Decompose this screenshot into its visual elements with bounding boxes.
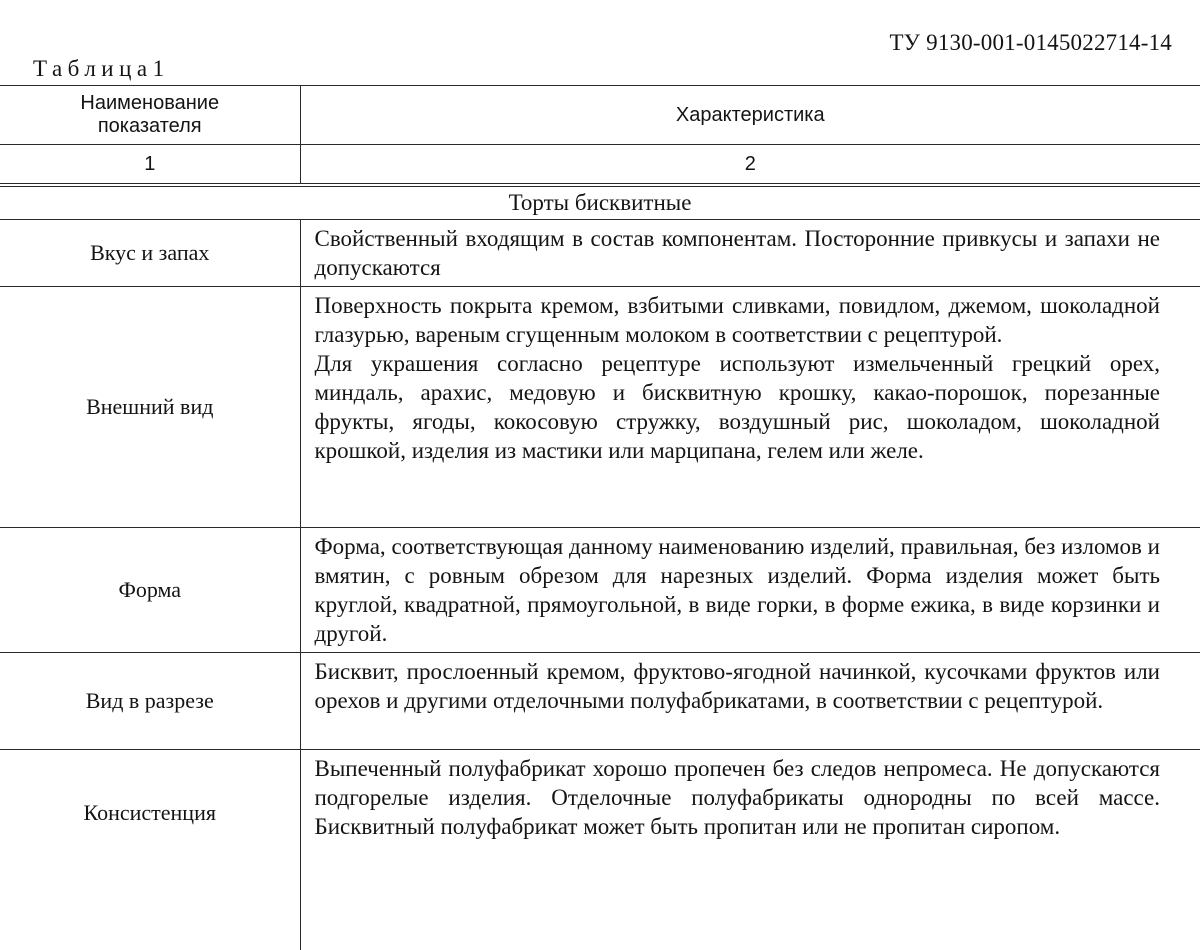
column-header-characteristic: Характеристика (300, 86, 1200, 145)
section-title: Торты бисквитные (0, 185, 1200, 220)
table-row (0, 287, 1200, 528)
column-header-indicator: Наименование показателя (0, 86, 300, 145)
table-row (0, 653, 1200, 750)
section-row (0, 185, 1200, 220)
table-row (0, 528, 1200, 653)
characteristic-paragraph: Свойственный входящим в состав компонентам. Посторонние привкусы и запахи не допускаются (315, 224, 1161, 282)
specification-table (0, 85, 1200, 950)
characteristic-paragraph: Форма, соответствующая данному наименованию изделий, правильная, без изломов и вмятин, с ровным обрезом для нарезных изделий. Форма изделия может быть круглой, квадратной, прямоугольной, в виде горки, в форме ежика, в виде корзинки и другой. (315, 532, 1161, 648)
table-header-row (0, 86, 1200, 145)
indicator-name: Внешний вид (0, 287, 300, 528)
indicator-name: Консистенция (0, 750, 300, 950)
indicator-name: Форма (0, 528, 300, 653)
table-caption: Таблица1 (33, 56, 170, 82)
column-number-row (0, 145, 1200, 186)
indicator-characteristic (300, 287, 1200, 528)
column-number-2: 2 (300, 145, 1200, 186)
characteristic-paragraph: Для украшения согласно рецептуре используют измельченный грецкий орех, миндаль, арахис, медовую и бисквитную крошку, какао-порошок, порезанные фрукты, ягоды, кокосовую стружку, воздушный рис, шоколадом, шоколадной крошкой, изделия из мастики или марципана, гелем или желе. (315, 349, 1161, 465)
column-number-1: 1 (0, 145, 300, 186)
characteristic-paragraph: Поверхность покрыта кремом, взбитыми сливками, повидлом, джемом, шоколадной глазурью, вареным сгущенным молоком в соответствии с рецептурой. (315, 291, 1161, 349)
indicator-characteristic (300, 653, 1200, 750)
table-row (0, 220, 1200, 287)
indicator-characteristic (300, 220, 1200, 287)
characteristic-paragraph: Выпеченный полуфабрикат хорошо пропечен без следов непромеса. Не допускаются подгорелые изделия. Отделочные полуфабрикаты однородны по всей массе. Бисквитный полуфабрикат может быть пропитан или не пропитан сиропом. (315, 754, 1161, 841)
indicator-name: Вид в разрезе (0, 653, 300, 750)
indicator-characteristic (300, 528, 1200, 653)
characteristic-paragraph: Бисквит, прослоенный кремом, фруктово-ягодной начинкой, кусочками фруктов или орехов и другими отделочными полуфабрикатами, в соответствии с рецептурой. (315, 657, 1161, 715)
document-code: ТУ 9130-001-0145022714-14 (889, 30, 1172, 56)
indicator-characteristic (300, 750, 1200, 950)
indicator-name: Вкус и запах (0, 220, 300, 287)
table-row (0, 750, 1200, 950)
